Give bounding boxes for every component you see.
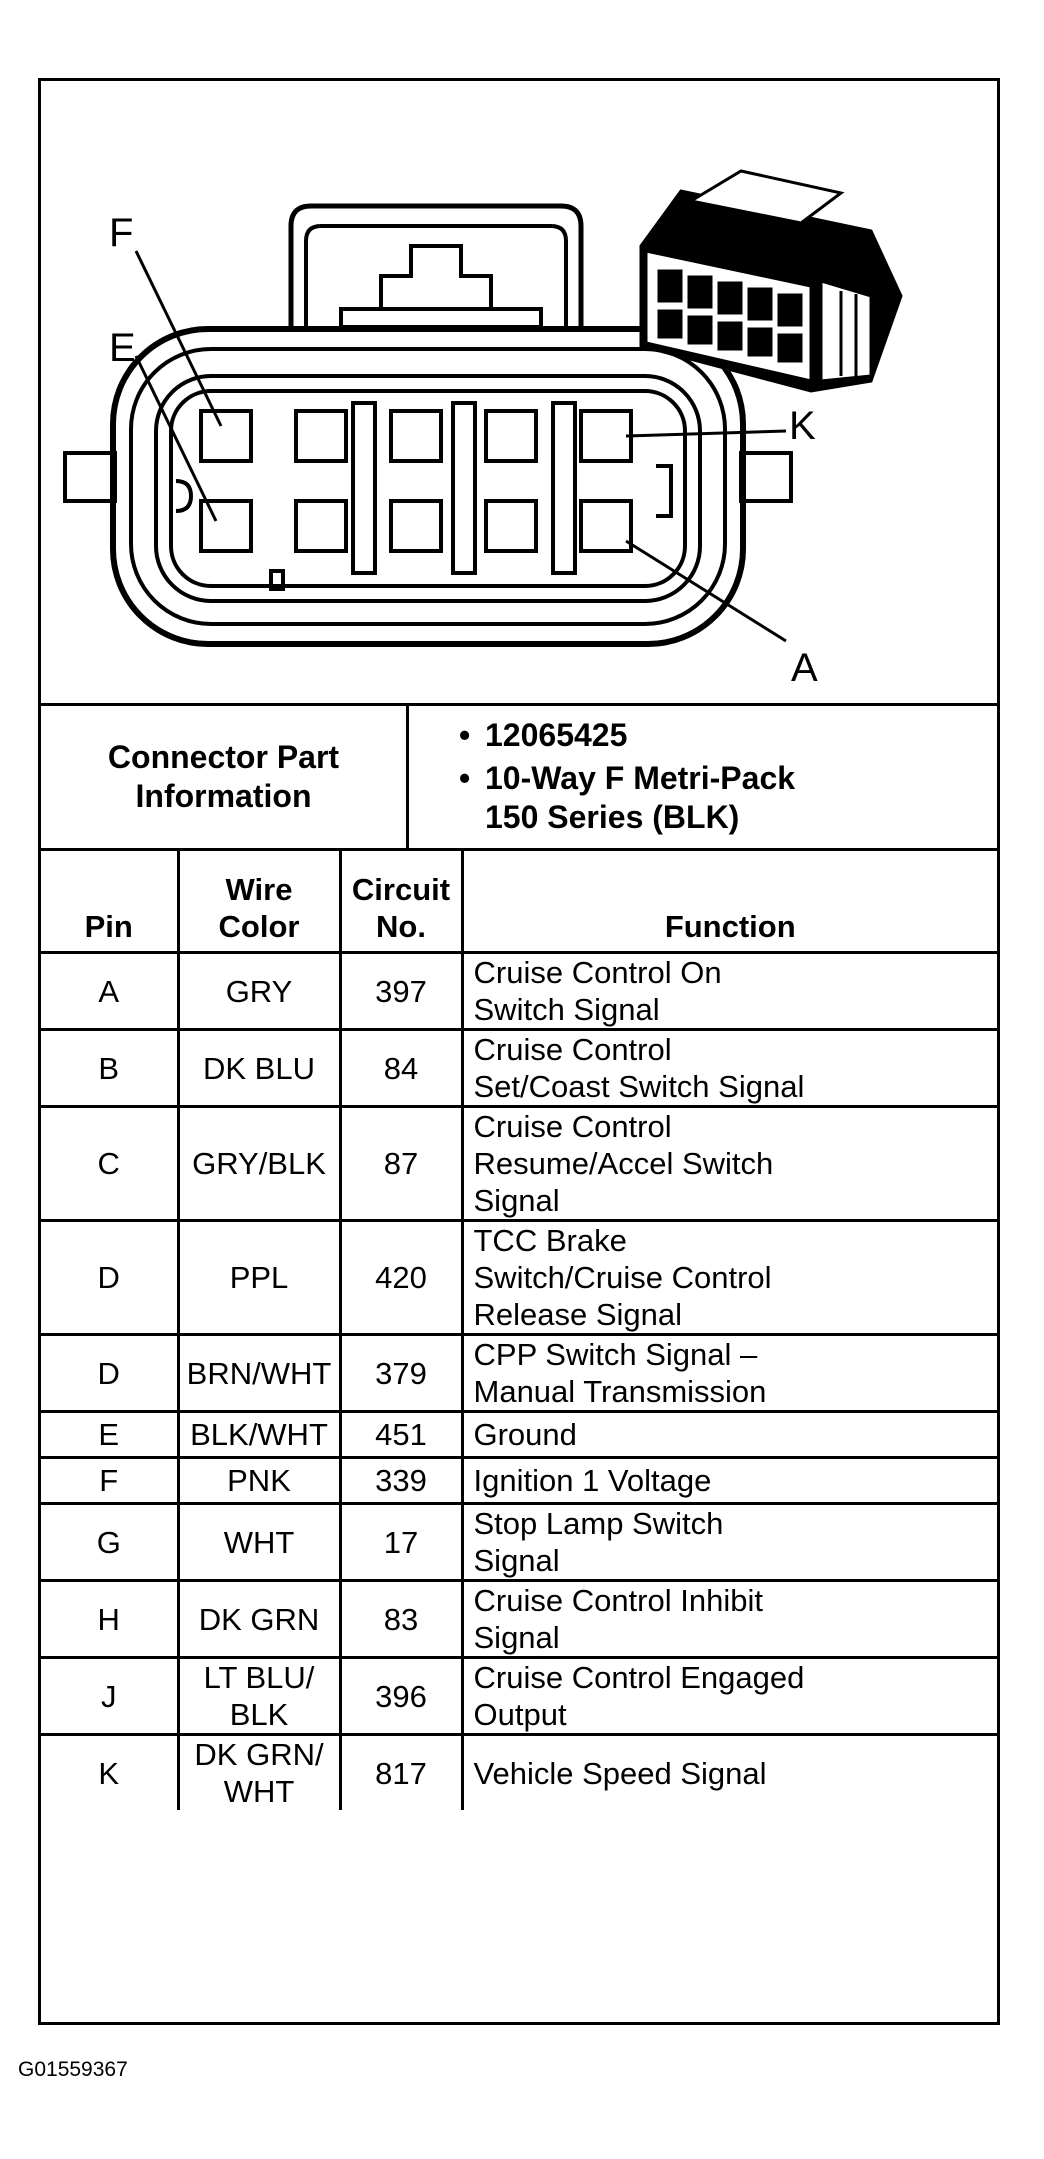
table-row [41,1030,997,1107]
connector-part-label [41,706,409,848]
function-line: Output [473,1697,567,1732]
pin-label-a: A [791,646,818,690]
function-line: Signal [473,1183,560,1218]
wire-color-line: GRY/BLK [192,1146,326,1181]
function-line: Signal [473,1543,560,1578]
function-line: Cruise Control Engaged [473,1660,805,1695]
pin-cell: B [41,1030,178,1107]
table-row [41,1504,997,1581]
wire-color-cell [178,1581,340,1658]
pinout-rows [41,953,997,1811]
wire-color-line: WHT [223,1774,295,1809]
circuit-no-cell: 84 [340,1030,462,1107]
circuit-no-cell: 379 [340,1335,462,1412]
wire-color-cell [178,1221,340,1335]
function-line: Manual Transmission [473,1374,767,1409]
figure-id-caption: G01559367 [18,2058,128,2081]
function-line: Switch/Cruise Control [473,1260,772,1295]
header-circuit-line2: No. [376,909,426,944]
wire-color-cell [178,1335,340,1412]
function-cell [462,1030,997,1107]
header-circuit-no [340,851,462,953]
part-number: • 12065425 [459,716,997,755]
circuit-no-cell: 451 [340,1412,462,1458]
circuit-no-cell: 87 [340,1107,462,1221]
function-cell [462,1107,997,1221]
wire-color-cell [178,1504,340,1581]
connector-part-details [409,706,997,848]
wire-color-cell [178,1107,340,1221]
pinout-table [41,851,997,1810]
function-line: Set/Coast Switch Signal [473,1069,805,1104]
wire-color-line: PNK [227,1463,291,1498]
pin-cell: F [41,1458,178,1504]
function-cell [462,1581,997,1658]
pin-label-k: K [789,404,816,448]
wire-color-cell [178,1735,340,1811]
table-row [41,1658,997,1735]
table-row [41,1458,997,1504]
header-wire-color-line1: Wire [225,872,293,907]
header-function: Function [462,851,997,953]
pin-cell: A [41,953,178,1030]
wire-color-cell [178,1412,340,1458]
table-row [41,1221,997,1335]
function-line: Ignition 1 Voltage [473,1463,712,1498]
wire-color-cell [178,1030,340,1107]
function-cell [462,1735,997,1811]
pin-cell: H [41,1581,178,1658]
table-row [41,1107,997,1221]
wire-color-line: DK BLU [203,1050,315,1086]
wire-color-line: BLK [229,1697,289,1732]
function-line: CPP Switch Signal – [473,1337,758,1372]
circuit-no-cell: 17 [340,1504,462,1581]
function-line: Resume/Accel Switch [473,1146,774,1181]
function-line: Release Signal [473,1297,683,1332]
header-wire-color-line2: Color [218,909,300,944]
wire-color-line: DK GRN [198,1601,320,1637]
connector-part-info [41,706,997,851]
function-cell [462,1658,997,1735]
table-row [41,1412,997,1458]
connector-part-label-line1: Connector Part [107,739,340,775]
circuit-no-cell: 339 [340,1458,462,1504]
wire-color-line: BLK/WHT [190,1417,328,1452]
circuit-no-cell: 396 [340,1658,462,1735]
wire-color-cell [178,1458,340,1504]
circuit-no-cell: 397 [340,953,462,1030]
function-cell [462,1458,997,1504]
table-row [41,1581,997,1658]
function-cell [462,1504,997,1581]
pin-label-f: F [109,211,134,255]
pin-cell: E [41,1412,178,1458]
function-line: Stop Lamp Switch [473,1506,724,1541]
function-line: Switch Signal [473,992,660,1027]
connector-drawing [41,81,997,706]
function-line: TCC Brake [473,1223,627,1258]
table-row [41,1735,997,1811]
function-cell [462,1335,997,1412]
pin-cell: G [41,1504,178,1581]
header-pin: Pin [41,851,178,953]
connector-sheet [38,78,1000,2025]
pin-cell: D [41,1335,178,1412]
wire-color-line: WHT [223,1524,295,1560]
connector-type-line1: 10-Way F Metri-Pack [485,760,796,796]
circuit-no-cell: 83 [340,1581,462,1658]
function-cell [462,1412,997,1458]
function-line: Cruise Control Inhibit [473,1583,763,1618]
connector-type-line2: 150 Series (BLK) [485,799,740,835]
header-circuit-line1: Circuit [351,872,451,907]
circuit-no-cell: 817 [340,1735,462,1811]
function-line: Cruise Control [473,1032,672,1067]
function-line: Cruise Control [473,1109,672,1144]
pinout-header-row [41,851,997,953]
table-row [41,1335,997,1412]
connector-type [459,759,997,837]
circuit-no-cell: 420 [340,1221,462,1335]
wire-color-line: GRY [225,973,293,1009]
pin-label-e: E [109,326,136,370]
wire-color-line: BRN/WHT [186,1355,332,1391]
pin-cell: J [41,1658,178,1735]
function-line: Vehicle Speed Signal [473,1755,767,1791]
function-line: Ground [473,1417,577,1452]
function-cell [462,1221,997,1335]
table-row [41,953,997,1030]
wire-color-line: PPL [229,1260,289,1295]
wire-color-line: DK GRN/ [194,1737,324,1772]
pin-cell: D [41,1221,178,1335]
function-cell [462,953,997,1030]
wire-color-cell [178,953,340,1030]
function-line: Signal [473,1620,560,1655]
pin-cell: K [41,1735,178,1811]
wire-color-line: LT BLU/ [203,1660,315,1695]
pin-cell: C [41,1107,178,1221]
header-wire-color [178,851,340,953]
wire-color-cell [178,1658,340,1735]
connector-face-diagram [41,81,997,703]
function-line: Cruise Control On [473,955,722,990]
connector-part-label-line2: Information [135,778,312,814]
